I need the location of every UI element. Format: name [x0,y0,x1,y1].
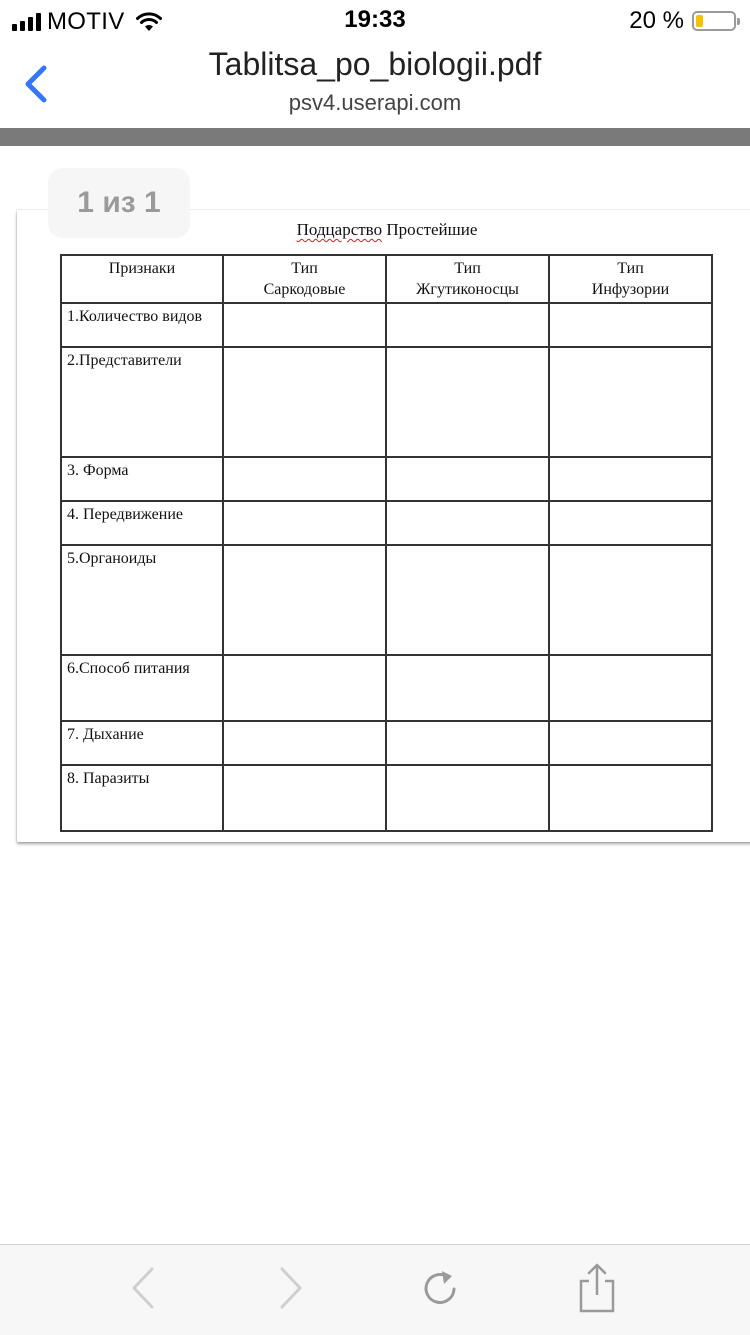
column-header: Тип Саркодовые [223,255,386,303]
table-row [61,347,712,457]
pdf-viewer[interactable] [0,146,750,1244]
navigation-header [0,42,750,128]
document-title: Tablitsa_po_biologii.pdf [208,46,542,82]
table-cell [223,457,386,501]
biology-table [60,254,713,832]
table-cell [386,545,549,655]
forward-arrow-icon[interactable] [264,1263,314,1313]
table-row [61,303,712,347]
table-row [61,457,712,501]
table-cell [549,545,712,655]
header-divider [0,128,750,146]
table-cell [223,545,386,655]
row-label: 3. Форма [61,457,223,501]
table-cell [223,655,386,721]
clock: 19:33 [344,6,406,33]
status-right [629,7,736,35]
table-cell [549,303,712,347]
document-host: psv4.userapi.com [288,90,462,115]
carrier-name: MOTIV [47,8,125,35]
sheet-title-word2: Простейшие [382,220,478,239]
status-bar [0,0,750,42]
row-label: 2.Представители [61,347,223,457]
page-indicator: 1 из 1 [48,168,190,238]
battery-percent: 20 % [629,7,684,34]
row-label: 4. Передвижение [61,501,223,545]
table-cell [549,347,712,457]
table-cell [386,347,549,457]
back-arrow-icon[interactable] [120,1263,170,1313]
table-cell [223,347,386,457]
table-cell [549,721,712,765]
table-row [61,655,712,721]
row-label: 8. Паразиты [61,765,223,831]
share-icon[interactable] [572,1263,622,1313]
battery-fill [696,15,703,27]
table-cell [223,765,386,831]
row-label: 7. Дыхание [61,721,223,765]
table-cell [223,303,386,347]
table-row [61,721,712,765]
reload-icon[interactable] [415,1263,465,1313]
column-header: Тип Жгутиконосцы [386,255,549,303]
row-label: 6.Способ питания [61,655,223,721]
table-cell [223,721,386,765]
table-cell [549,765,712,831]
battery-icon [692,11,736,31]
table-cell [386,303,549,347]
table-cell [386,765,549,831]
table-row [61,545,712,655]
table-cell [223,501,386,545]
table-cell [549,655,712,721]
column-header: Признаки [61,255,223,303]
table-cell [386,457,549,501]
sheet-title-word1: Подцарство [296,220,383,239]
table-row [61,765,712,831]
table-cell [386,501,549,545]
row-label: 5.Органоиды [61,545,223,655]
table-row [61,501,712,545]
table-header-row [61,255,712,303]
table-cell [549,501,712,545]
battery-nub [737,18,740,25]
column-header: Тип Инфузории [549,255,712,303]
table-cell [549,457,712,501]
table-cell [386,655,549,721]
table-cell [386,721,549,765]
row-label: 1.Количество видов [61,303,223,347]
pdf-page [17,210,750,842]
bottom-toolbar [0,1244,750,1335]
